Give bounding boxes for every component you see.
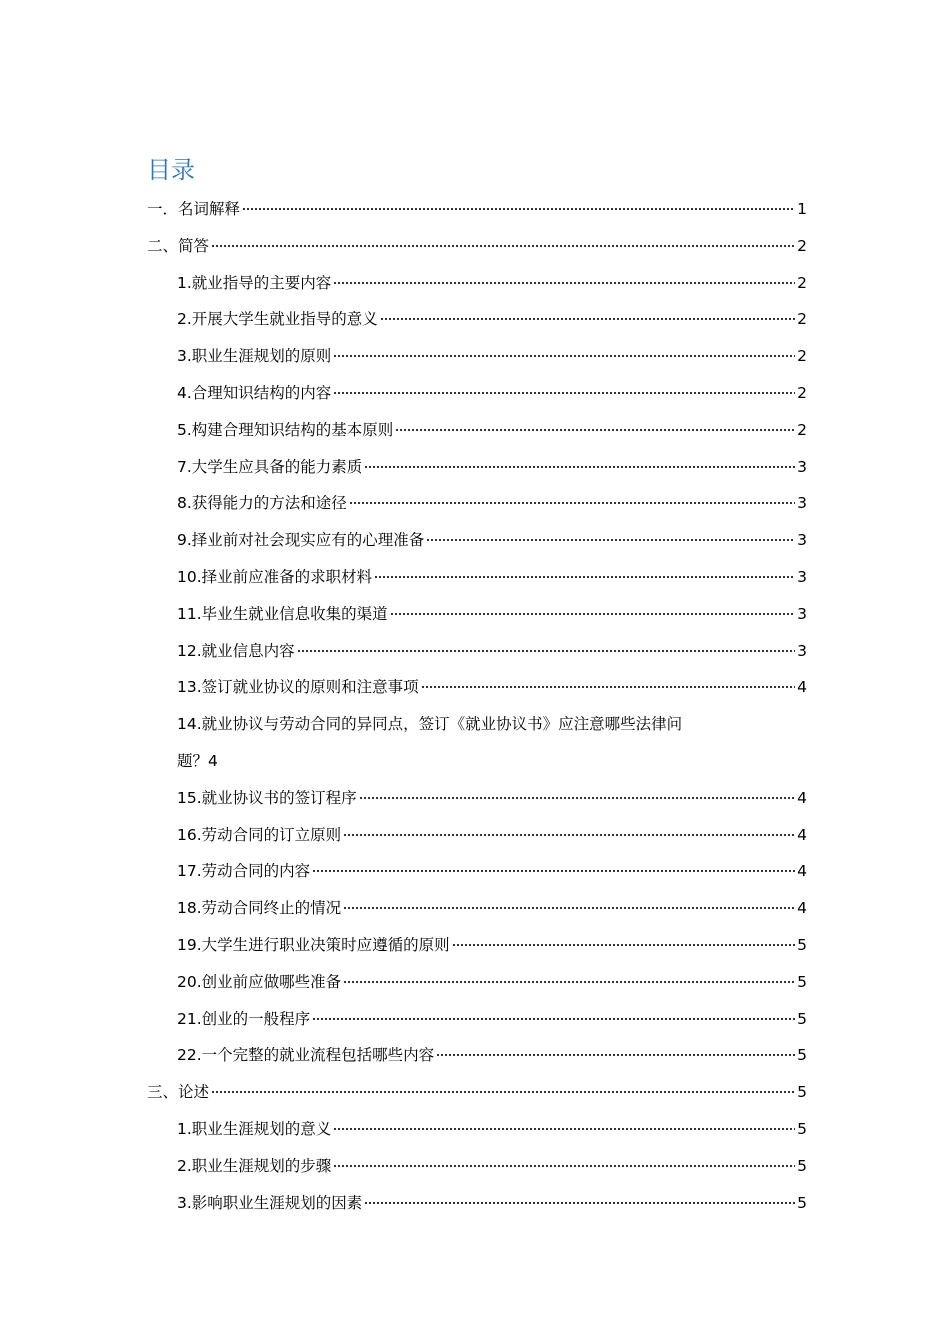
toc-page-number: 3 [797,567,807,586]
toc-entry[interactable] [147,375,807,412]
toc-entry-label: 2.职业生涯规划的步骤 [177,1156,332,1175]
toc-entry[interactable] [147,633,807,670]
toc-entry-label: 21.创业的一般程序 [177,1009,311,1028]
toc-entry[interactable] [147,1001,807,1038]
toc-entries-group [147,191,807,706]
toc-page-number: 2 [797,310,807,329]
toc-entry[interactable] [147,228,807,265]
toc-entry[interactable] [147,706,807,780]
toc-page-number: 2 [797,347,807,366]
toc-entry[interactable] [147,853,807,890]
toc-entry[interactable] [147,1037,807,1074]
toc-leader-dots [312,1018,795,1020]
toc-entry-label: 20.创业前应做哪些准备 [177,972,342,991]
toc-entry[interactable] [147,559,807,596]
toc-page-number: 5 [797,1046,807,1065]
toc-entry[interactable] [147,890,807,927]
toc-leader-dots [333,1165,795,1167]
toc-page-number: 2 [797,273,807,292]
toc-entry[interactable] [147,1111,807,1148]
toc-leader-dots [297,650,795,652]
toc-entry-label: 题？ [177,751,209,770]
toc-leader-dots [333,282,795,284]
toc-page-number: 4 [797,862,807,881]
toc-page-number: 5 [797,1156,807,1175]
toc-entry[interactable] [147,449,807,486]
toc-leader-dots [436,1054,795,1056]
toc-title: 目录 [147,156,195,184]
toc-leader-dots [242,208,795,210]
toc-entry-label: 1.就业指导的主要内容 [177,273,332,292]
toc-entry-label: 7.大学生应具备的能力素质 [177,457,363,476]
toc-entry[interactable] [147,412,807,449]
toc-leader-dots [211,245,795,247]
toc-entry-label: 18.劳动合同终止的情况 [177,899,342,918]
toc-leader-dots [349,502,795,504]
toc-entry-label: 9.择业前对社会现实应有的心理准备 [177,531,425,550]
toc-page-number: 3 [797,604,807,623]
toc-leader-dots [343,907,795,909]
toc-page-number: 4 [797,788,807,807]
toc-leader-dots [343,834,795,836]
toc-entry[interactable] [147,265,807,302]
toc-entry[interactable] [147,191,807,228]
toc-entry-label: 2.开展大学生就业指导的意义 [177,310,378,329]
toc-leader-dots [312,870,795,872]
toc-entry-label: 10.择业前应准备的求职材料 [177,567,373,586]
toc-entry[interactable] [147,301,807,338]
toc-leader-dots [211,1091,795,1093]
toc-entry-label: 3.职业生涯规划的原则 [177,347,332,366]
toc-leader-dots [421,686,795,688]
toc-entry-label: 一．名词解释 [147,200,241,218]
toc-leader-dots [374,576,795,578]
toc-page-number: 3 [797,531,807,550]
toc-entry-label: 11.毕业生就业信息收集的渠道 [177,604,388,623]
toc-leader-dots [333,1128,795,1130]
toc-entry[interactable] [147,485,807,522]
toc-page-number: 4 [797,825,807,844]
toc-entry[interactable] [147,338,807,375]
toc-leader-dots [452,944,795,946]
toc-page-number: 5 [797,1009,807,1028]
toc-leader-dots [380,318,795,320]
toc-page-number: 2 [797,420,807,439]
toc-entry[interactable] [147,596,807,633]
toc-entry-label: 1.职业生涯规划的意义 [177,1119,332,1138]
toc-leader-dots [364,466,795,468]
toc-entry-label: 17.劳动合同的内容 [177,862,311,881]
toc-entries-group [147,780,807,1222]
toc-page-number: 5 [797,1193,807,1212]
toc-entry-label: 5.构建合理知识结构的基本原则 [177,420,394,439]
toc-entry-label: 8.获得能力的方法和途径 [177,494,347,513]
toc-entry[interactable] [147,780,807,817]
toc-page-number: 5 [797,1119,807,1138]
toc-page-number: 2 [797,383,807,402]
toc-page-number: 2 [797,236,807,255]
toc-page-number: 5 [797,1083,807,1102]
toc-leader-dots [395,429,795,431]
toc-leader-dots [359,797,795,799]
toc-entry-continuation [177,743,807,780]
toc-page-number: 3 [797,457,807,476]
toc-entry-label: 3.影响职业生涯规划的因素 [177,1193,363,1212]
toc-page-number: 3 [797,494,807,513]
toc-entry[interactable] [147,522,807,559]
toc-page-number: 4 [797,678,807,697]
toc-entry-label: 三、论述 [147,1083,210,1102]
toc-page-number: 4 [208,751,218,770]
toc-leader-dots [333,392,795,394]
toc-entry-label: 19.大学生进行职业决策时应遵循的原则 [177,935,450,954]
toc-entry-label: 13.签订就业协议的原则和注意事项 [177,678,419,697]
toc-leader-dots [426,539,795,541]
toc-leader-dots [390,613,795,615]
toc-entry-label: 12.就业信息内容 [177,641,295,660]
toc-page-number: 4 [797,899,807,918]
toc-entry-label: 二、简答 [147,236,210,255]
table-of-contents [147,191,807,1221]
toc-leader-dots [343,981,795,983]
toc-entry-label: 4.合理知识结构的内容 [177,383,332,402]
toc-entry-label: 16.劳动合同的订立原则 [177,825,342,844]
toc-leader-dots [333,355,795,357]
toc-entry[interactable] [147,1074,807,1111]
toc-entry-label: 15.就业协议书的签订程序 [177,788,357,807]
toc-entry[interactable] [147,817,807,854]
toc-page-number: 1 [797,200,807,218]
toc-entry[interactable] [147,927,807,964]
toc-entry-label: 22.一个完整的就业流程包括哪些内容 [177,1046,435,1065]
toc-entry[interactable] [147,669,807,706]
toc-page-number: 5 [797,935,807,954]
toc-entry[interactable] [147,1148,807,1185]
toc-page-number: 5 [797,972,807,991]
toc-entry[interactable] [147,964,807,1001]
toc-leader-dots [364,1202,795,1204]
toc-entry-label: 14.就业协议与劳动合同的异同点，签订《就业协议书》应注意哪些法律问 [177,715,683,734]
toc-page-number: 3 [797,641,807,660]
toc-entry[interactable] [147,1185,807,1222]
